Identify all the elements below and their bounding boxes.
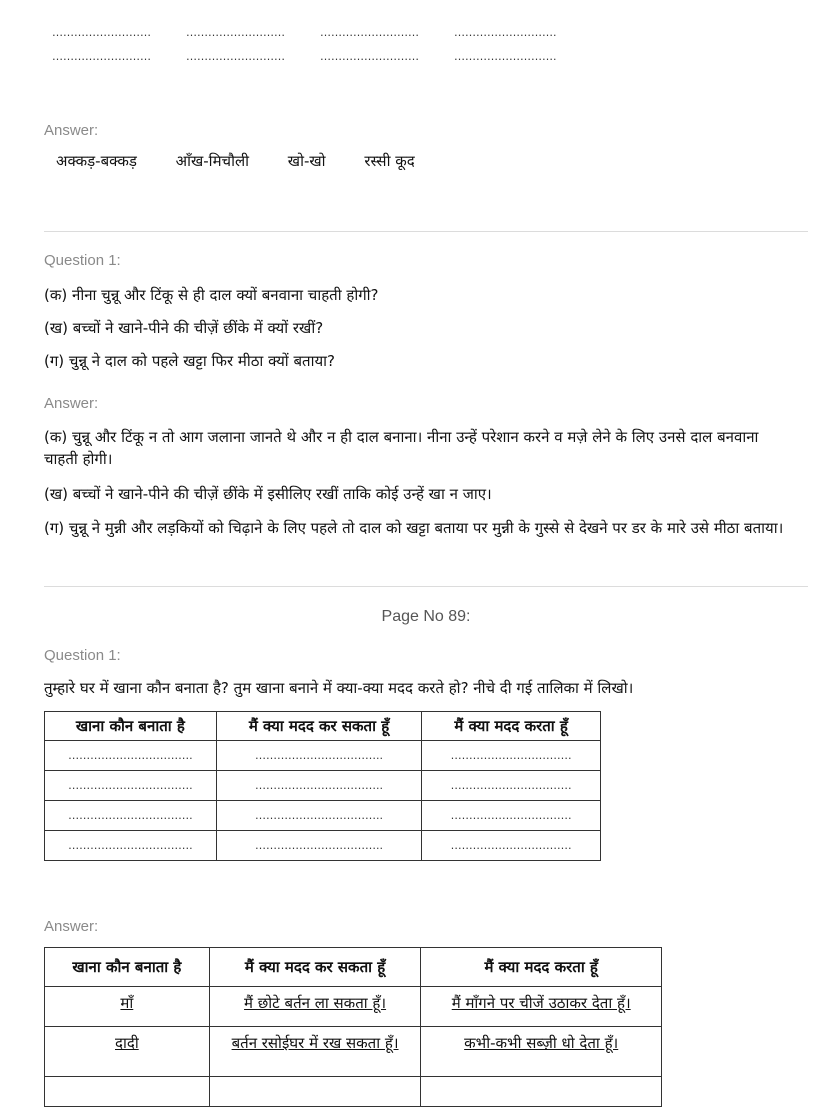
table-cell <box>209 987 421 1027</box>
worksheet-table <box>44 711 601 861</box>
divider <box>44 231 808 232</box>
column-header: खाना कौन बनाता है <box>45 948 210 987</box>
column-header: मैं क्या मदद करता हूँ <box>421 948 662 987</box>
table-row <box>45 801 601 831</box>
dots-cell: ………………………. <box>454 50 557 63</box>
dots-cell: ……………………… <box>186 50 285 63</box>
cell-text: माँ <box>120 994 134 1012</box>
table-cell: …………………………….. <box>216 801 422 831</box>
table-header-row <box>45 712 601 741</box>
cell-text: कभी-कभी सब्ज़ी धो देता हूँ। <box>464 1034 619 1052</box>
table-cell <box>421 987 662 1027</box>
table-cell: …………………………… <box>422 801 601 831</box>
table-cell: …………………………….. <box>216 831 422 861</box>
table-cell: ……………………………. <box>45 801 217 831</box>
table-row <box>45 1077 662 1107</box>
table-cell: ……………………………. <box>45 771 217 801</box>
table-cell: …………………………… <box>422 771 601 801</box>
game-item: खो-खो <box>287 152 326 170</box>
table-cell: …………………………….. <box>216 771 422 801</box>
table-cell <box>209 1027 421 1077</box>
column-header: मैं क्या मदद कर सकता हूँ <box>209 948 421 987</box>
cell-text: दादी <box>115 1034 139 1052</box>
cell-text: मैं माँगने पर चीजें उठाकर देता हूँ। <box>451 994 631 1012</box>
table-header-row <box>45 948 662 987</box>
answer-line: (ग) चुन्नू ने मुन्नी और लड़कियों को चिढ़ाने के लिए पहले तो दाल को खट्टा बताया पर मुन्नी के गुस्से से देखने पर डर के मारे उसे मीठा बताया। <box>44 519 784 537</box>
table-cell <box>209 1077 421 1107</box>
dots-row <box>52 26 588 39</box>
question-line: (क) नीना चुन्नू और टिंकू से ही दाल क्यों बनवाना चाहती होगी? <box>44 286 379 304</box>
game-item: रस्सी कूद <box>364 152 415 170</box>
game-item: अक्कड़-बक्कड़ <box>56 152 137 170</box>
column-header: मैं क्या मदद करता हूँ <box>422 712 601 741</box>
table-row <box>45 831 601 861</box>
answer-label: Answer: <box>44 122 99 139</box>
table-cell <box>45 987 210 1027</box>
question-label: Question 1: <box>44 647 121 664</box>
column-header: मैं क्या मदद कर सकता हूँ <box>216 712 422 741</box>
question-label: Question 1: <box>44 252 121 269</box>
column-header: खाना कौन बनाता है <box>45 712 217 741</box>
table-cell <box>45 1027 210 1077</box>
question-text: तुम्हारे घर में खाना कौन बनाता है? तुम खाना बनाने में क्या-क्या मदद करते हो? नीचे दी गई तालिका में लिखो। <box>44 679 634 697</box>
cell-text: बर्तन रसोईघर में रख सकता हूँ। <box>231 1034 399 1052</box>
table-row <box>45 987 662 1027</box>
dots-cell: ……………………… <box>52 26 151 39</box>
games-list <box>56 150 449 172</box>
question-line: (ग) चुन्नू ने दाल को पहले खट्टा फिर मीठा क्यों बताया? <box>44 352 335 370</box>
page-number: Page No 89: <box>381 608 471 625</box>
question-line: (ख) बच्चों ने खाने-पीने की चीज़ें छींके में क्यों रखीं? <box>44 319 324 337</box>
divider <box>44 586 808 587</box>
answer-label: Answer: <box>44 395 99 412</box>
dots-cell: ……………………… <box>52 50 151 63</box>
table-row <box>45 771 601 801</box>
table-row <box>45 1027 662 1077</box>
dots-cell: ……………………… <box>320 26 419 39</box>
dots-cell: ……………………… <box>186 26 285 39</box>
game-item: आँख-मिचौली <box>175 152 250 170</box>
dots-cell: ……………………… <box>320 50 419 63</box>
cell-text: मैं छोटे बर्तन ला सकता हूँ। <box>244 994 387 1012</box>
table-cell: …………………………… <box>422 741 601 771</box>
table-cell <box>421 1077 662 1107</box>
table-cell: …………………………….. <box>216 741 422 771</box>
answer-line: (क) चुन्नू और टिंकू न तो आग जलाना जानते थे और न ही दाल बनाना। नीना उन्हें परेशान करने व मज़े लेने के लिए उनसे दाल बनवाना चाहती होगी। <box>44 428 759 468</box>
table-cell <box>421 1027 662 1077</box>
table-cell: ……………………………. <box>45 831 217 861</box>
dots-row <box>52 50 588 63</box>
table-cell <box>45 1077 210 1107</box>
answer-table <box>44 947 662 1107</box>
answer-line: (ख) बच्चों ने खाने-पीने की चीज़ें छींके में इसीलिए रखीं ताकि कोई उन्हें खा न जाए। <box>44 485 492 503</box>
table-row <box>45 741 601 771</box>
table-cell: ……………………………. <box>45 741 217 771</box>
answer-label: Answer: <box>44 918 99 935</box>
table-cell: …………………………… <box>422 831 601 861</box>
dots-cell: ………………………. <box>454 26 557 39</box>
